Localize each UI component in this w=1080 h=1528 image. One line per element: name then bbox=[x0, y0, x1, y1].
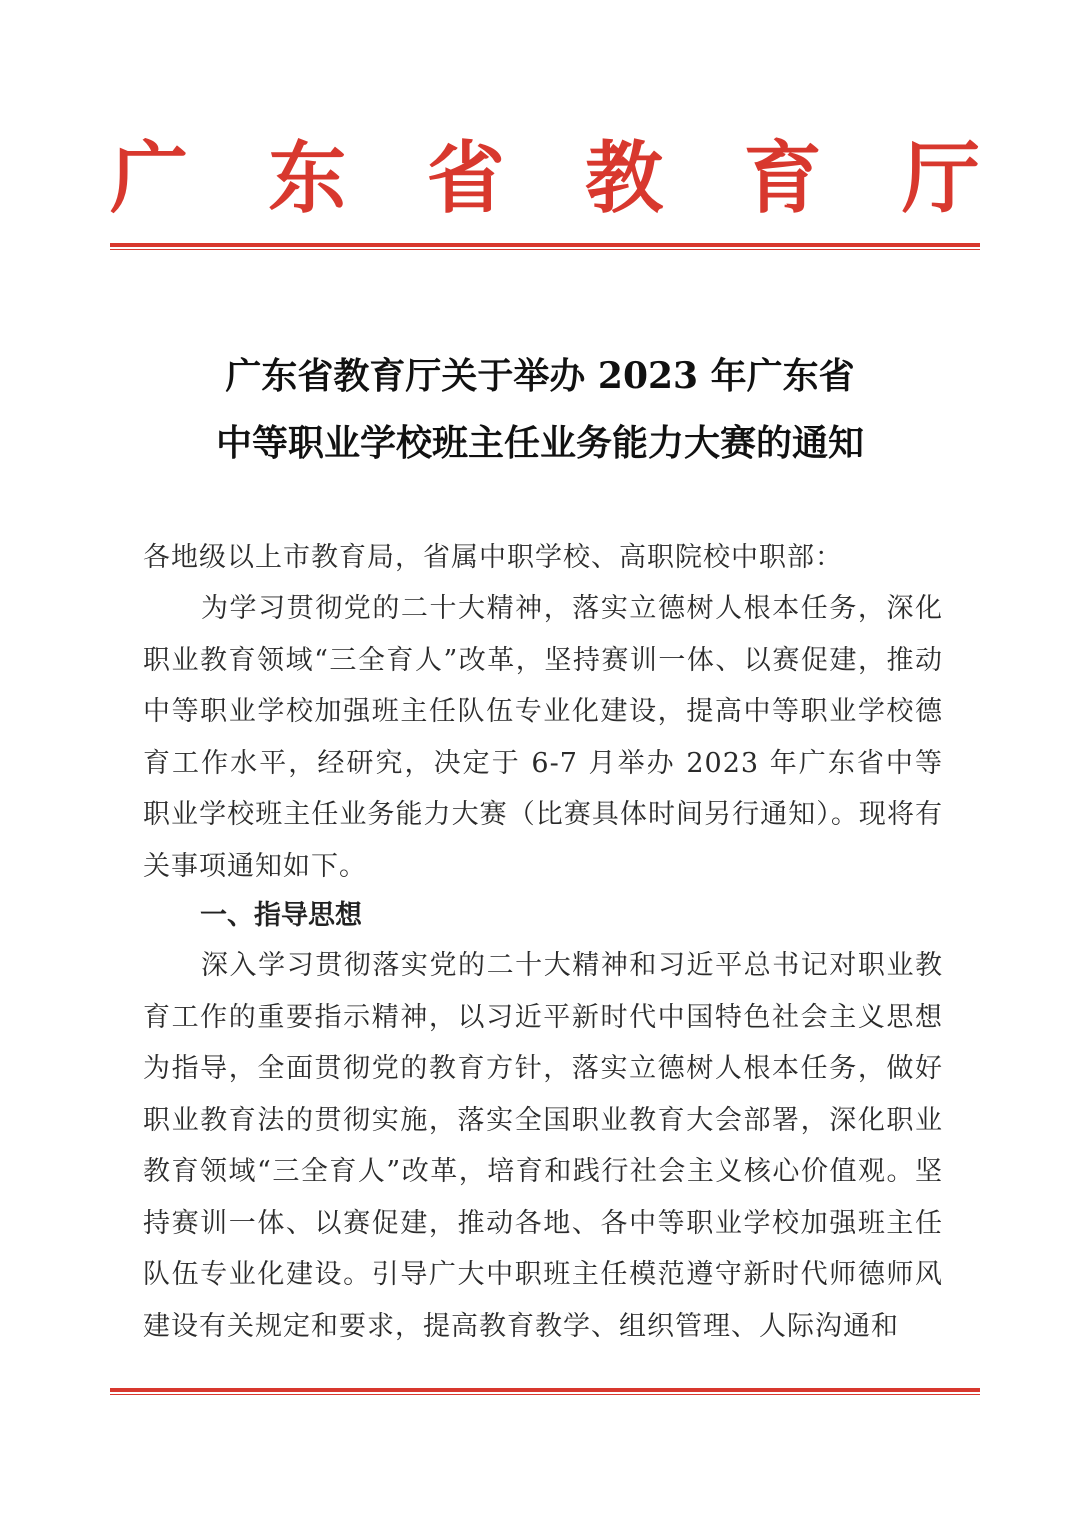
letterhead-divider bbox=[110, 243, 980, 250]
letterhead-char: 东 bbox=[268, 133, 347, 224]
document-title-line-1: 广东省教育厅关于举办 2023 年广东省 bbox=[225, 355, 855, 397]
addressee: 各地级以上市教育局，省属中职学校、高职院校中职部： bbox=[143, 542, 843, 573]
letterhead-char: 教 bbox=[585, 133, 664, 224]
document-title-line-2: 中等职业学校班主任业务能力大赛的通知 bbox=[215, 422, 864, 464]
letterhead-char: 厅 bbox=[901, 133, 980, 224]
paragraph-guiding-ideology: 深入学习贯彻落实党的二十大精神和习近平总书记对职业教育工作的重要指示精神，以习近平新时代中国特色社会主义思想为指导，全面贯彻党的教育方针，落实立德树人根本任务，做好职业教育法的贯彻实施，落实全国职业教育大会部署，深化职业教育领域“三全育人”改革，培育和践行社会主义核心价值观。坚持赛训一体、以赛促建，推动各地、各中等职业学校加强班主任队伍专业化建设。引导广大中职班主任模范遵守新时代师德师风建设有关规定和要求，提高教育教学、组织管理、人际沟通和 bbox=[143, 950, 943, 1342]
letterhead-char: 广 bbox=[110, 133, 189, 224]
letterhead-char: 省 bbox=[426, 133, 505, 224]
letterhead-char: 育 bbox=[743, 133, 822, 224]
paragraph-intro: 为学习贯彻党的二十大精神，落实立德树人根本任务，深化职业教育领域“三全育人”改革，坚持赛训一体、以赛促建，推动中等职业学校加强班主任队伍专业化建设，提高中等职业学校德育工作水平，经研究，决定于 6-7 月举办 2023 年广东省中等职业学校班主任业务能力大赛（比赛具体时间另行通知）。现将有关事项通知如下。 bbox=[143, 593, 943, 882]
letterhead bbox=[110, 133, 980, 224]
section-heading-guiding-ideology: 一、指导思想 bbox=[200, 900, 362, 931]
footer-divider bbox=[110, 1388, 980, 1395]
